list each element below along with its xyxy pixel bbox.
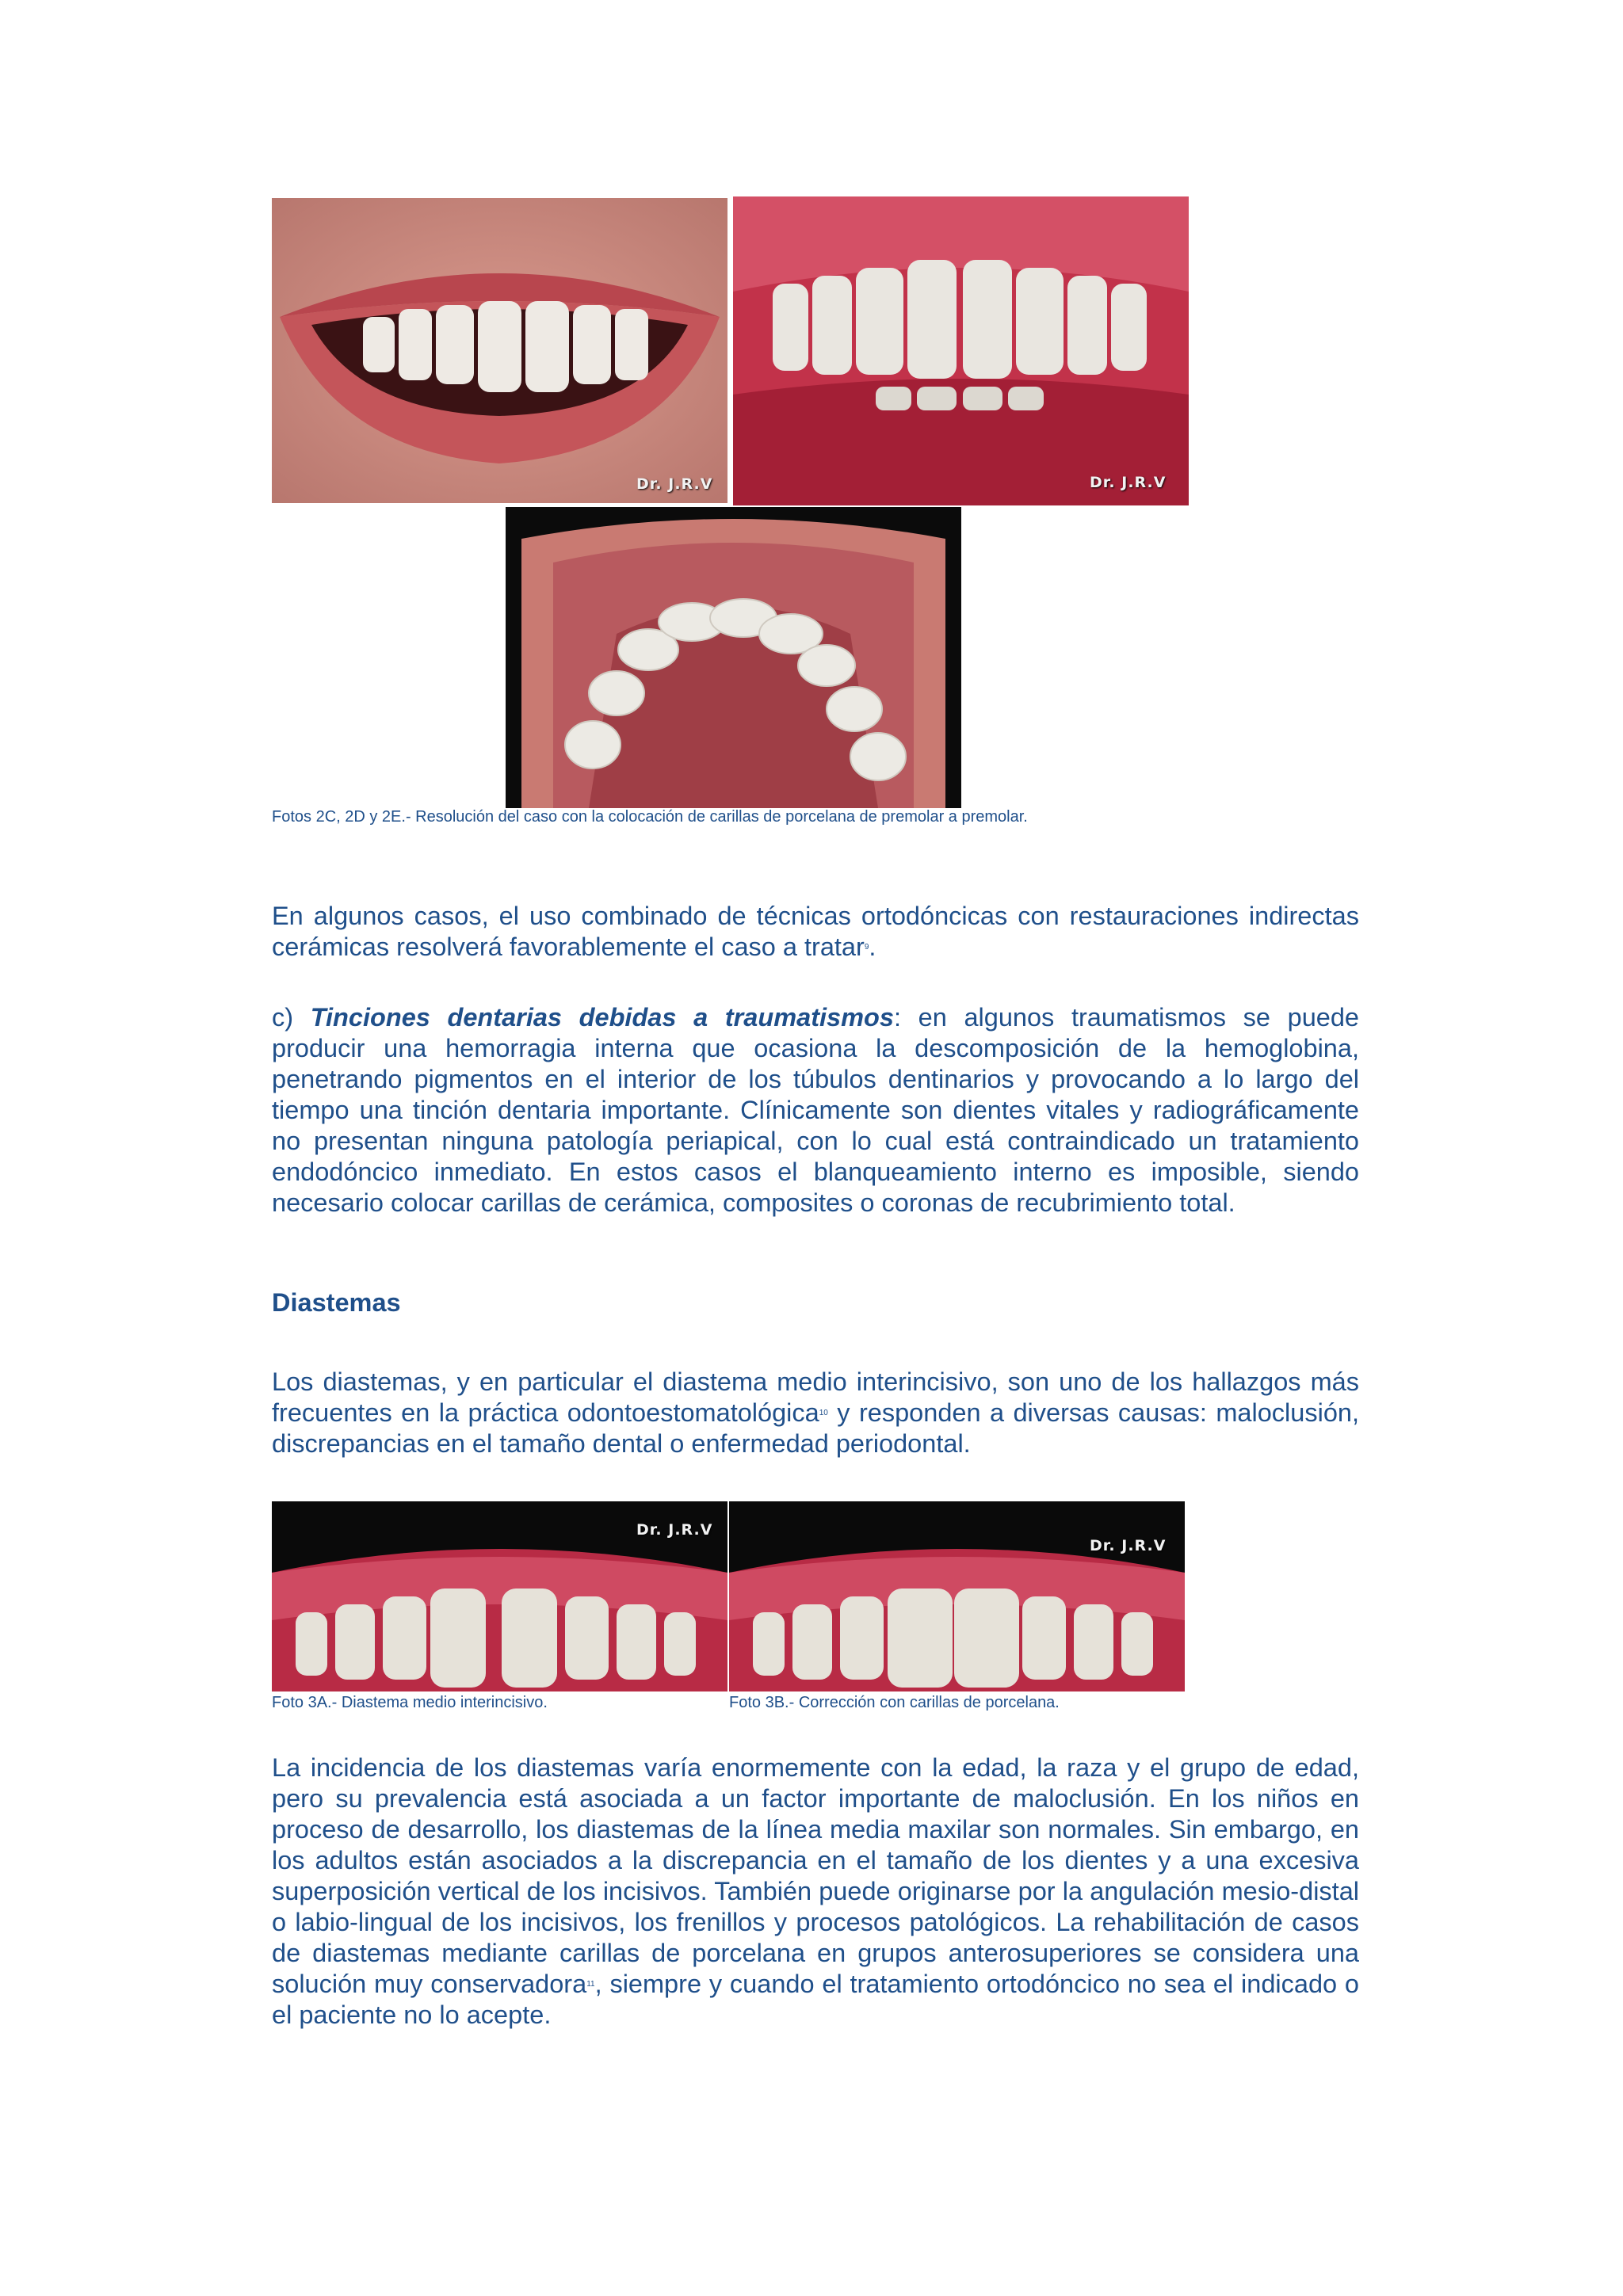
photo-caption-3a: Foto 3A.- Diastema medio interincisivo. — [272, 1694, 548, 1711]
photo-3b-correction — [729, 1501, 1185, 1691]
paragraph-text: La incidencia de los diastemas varía enormemente con la edad, la raza y el grupo de edad, pero su prevalencia está asociada a un factor importante de maloclusión. En los niños en proceso de desarrollo, los diastemas de la línea media maxilar son normales. Sin embargo, en los adultos están asociados a la discrepancia en el tamaño de los dientes y a una excesiva superposición vertical de los incisivos. También puede originarse por la angulación mesio-distal o labio-lingual de los incisivos, los frenillos y procesos patológicos. La rehabilitación de casos de diastemas mediante carillas de porcelana en grupos anterosuperiores se considera una solución muy conservadora — [272, 1753, 1359, 1998]
photo-2d-frontal-teeth — [733, 196, 1189, 505]
photo-2c-smile — [272, 198, 727, 503]
photo-watermark: Dr. J.R.V — [636, 1521, 713, 1539]
photo-2e-occlusal-view — [506, 507, 961, 808]
paragraph-end: . — [869, 933, 876, 961]
paragraph-diastemas-incidence — [272, 1753, 1359, 2031]
section-heading-diastemas: Diastemas — [272, 1288, 401, 1317]
paragraph-text: , siempre y cuando el tratamiento ortodóncico no sea el indicado o el paciente no lo acepte. — [272, 1970, 1359, 2029]
photo-caption-3b: Foto 3B.- Corrección con carillas de porcelana. — [729, 1694, 1060, 1711]
reference-number: 11 — [586, 1980, 595, 1989]
section-term: Tinciones dentarias debidas a traumatismos — [310, 1003, 894, 1032]
paragraph-text: Los diastemas, y en particular el diastema medio interincisivo, son uno de los hallazgos más frecuentes en la práctica odontoestomatológica — [272, 1367, 1359, 1427]
reference-number: 9 — [864, 943, 869, 952]
photo-watermark: Dr. J.R.V — [636, 475, 713, 493]
photo-caption-fotos-2: Fotos 2C, 2D y 2E.- Resolución del caso con la colocación de carillas de porcelana de premolar a premolar. — [272, 808, 1028, 826]
photo-watermark: Dr. J.R.V — [1090, 1537, 1167, 1554]
paragraph-text: : en algunos traumatismos se puede producir una hemorragia interna que ocasiona la descomposición de la hemoglobina, penetrando pigmentos en el interior de los túbulos dentinarios y provocando a lo largo del tiempo una tinción dentaria importante. Clínicamente son dientes vitales y radiográficamente no presentan ninguna patología periapical, con lo cual está contraindicado un tratamiento endodóncico inmediato. En estos casos el blanqueamiento interno es imposible, siendo necesario colocar carillas de cerámica, composites o coronas de recubrimiento total. — [272, 1003, 1359, 1217]
paragraph-diastemas-intro — [272, 1367, 1359, 1459]
paragraph-text: En algunos casos, el uso combinado de técnicas ortodóncicas con restauraciones indirectas cerámicas resolverá favorablemente el caso a tratar — [272, 902, 1359, 961]
paragraph-prefix: c) — [272, 1003, 311, 1032]
reference-number: 10 — [819, 1409, 828, 1417]
paragraph-text: y responden a diversas causas: maloclusión, discrepancias en el tamaño dental o enfermedad periodontal. — [272, 1398, 1359, 1458]
paragraph-tinciones — [272, 1002, 1359, 1219]
paragraph-orthodontic-combination — [272, 901, 1359, 963]
photo-watermark: Dr. J.R.V — [1090, 474, 1167, 491]
photo-3a-diastema — [272, 1501, 727, 1691]
